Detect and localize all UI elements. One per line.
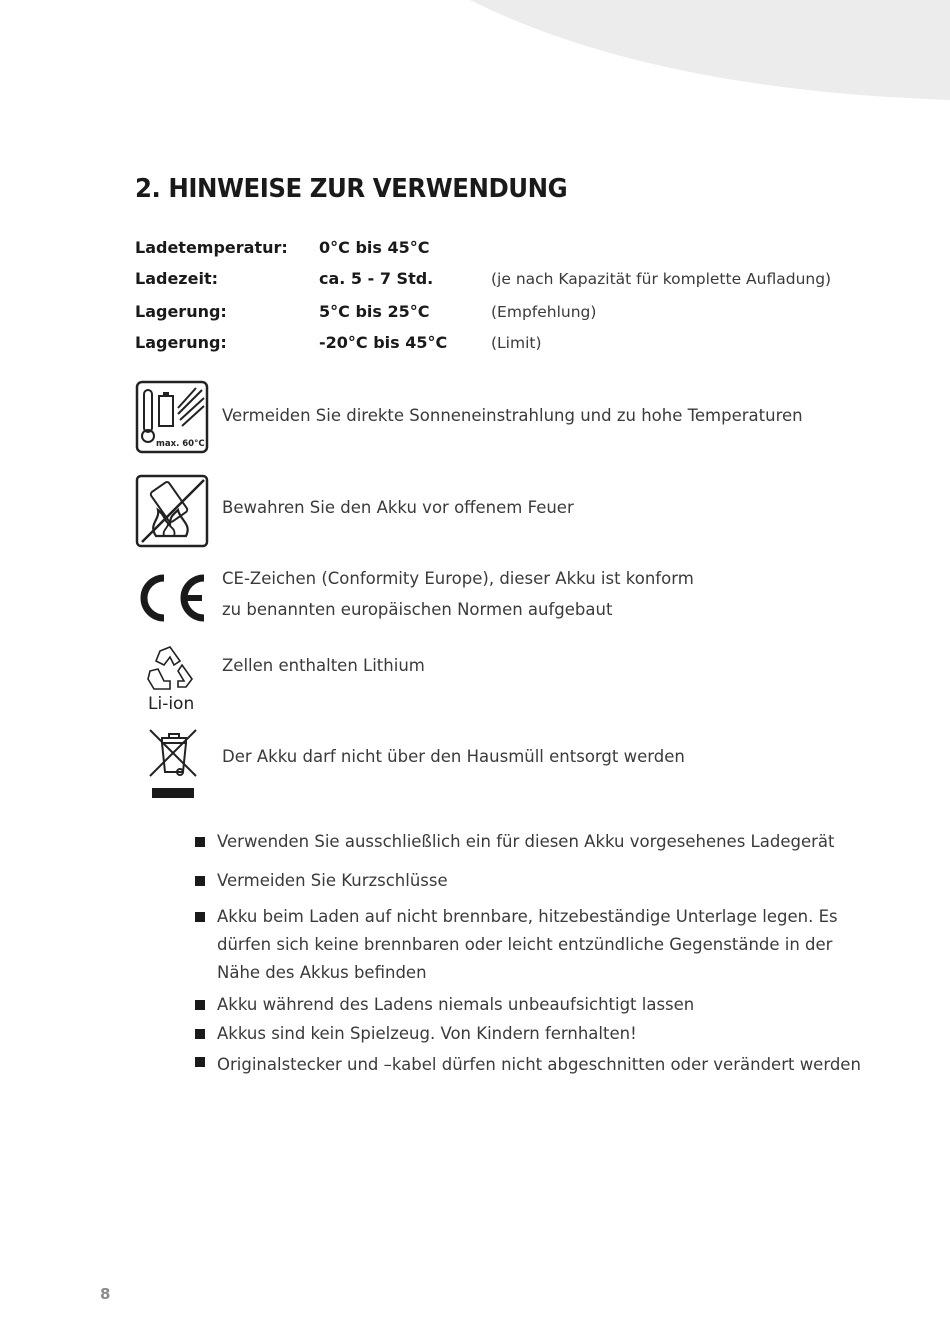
page-number: 8 [100,1285,111,1303]
crossed-bin-icon [146,728,202,804]
list-item-text: Originalstecker und –kabel dürfen nicht abgeschnitten oder verändert werden [217,1055,861,1074]
spec-note: (Empfehlung) [491,303,597,321]
spec-label: Ladetemperatur: [135,238,288,257]
list-item-text: Verwenden Sie ausschließlich ein für diesen Akku vorgesehenes Ladegerät [217,832,835,851]
sun-temperature-icon [134,380,214,456]
spec-value: -20°C bis 45°C [319,333,448,352]
page-title: 2. HINWEISE ZUR VERWENDUNG [135,174,568,204]
list-item-text: Akku während des Ladens niemals unbeaufsichtigt lassen [217,995,695,1014]
list-item-text: Akkus sind kein Spielzeug. Von Kindern fernhalten! [217,1024,637,1043]
spec-value: ca. 5 - 7 Std. [319,269,434,288]
decorative-corner-arc [0,0,950,140]
spec-label: Ladezeit: [135,269,218,288]
symbol-text-fire: Bewahren Sie den Akku vor offenem Feuer [222,498,574,517]
no-fire-icon [134,474,214,550]
liion-label: Li-ion [148,694,195,714]
bullet-square-icon [195,1000,205,1010]
spec-value: 5°C bis 25°C [319,302,430,321]
bullet-square-icon [195,1029,205,1039]
symbol-text-ce-line2: zu benannten europäischen Normen aufgebaut [222,600,613,619]
list-item-text: dürfen sich keine brennbaren oder leicht entzündliche Gegenstände in der [217,935,833,954]
spec-note: (je nach Kapazität für komplette Aufladung) [491,270,832,288]
spec-value: 0°C bis 45°C [319,238,430,257]
spec-label: Lagerung: [135,302,227,321]
ce-mark-icon [134,570,214,626]
symbol-text-ce-line1: CE-Zeichen (Conformity Europe), dieser Akku ist konform [222,569,694,588]
spec-label: Lagerung: [135,333,227,352]
bullet-square-icon [195,876,205,886]
bullet-square-icon [195,912,205,922]
spec-note: (Limit) [491,334,542,352]
list-item-text: Akku beim Laden auf nicht brennbare, hitzebeständige Unterlage legen. Es [217,907,838,926]
symbol-text-bin: Der Akku darf nicht über den Hausmüll entsorgt werden [222,747,685,766]
bullet-square-icon [195,1057,205,1067]
symbol-text-sun: Vermeiden Sie direkte Sonneneinstrahlung und zu hohe Temperaturen [222,406,803,425]
sun-icon-caption: max. 60°C [156,439,205,449]
list-item-text: Nähe des Akkus befinden [217,963,427,982]
recycle-icon [140,643,204,699]
bullet-square-icon [195,837,205,847]
list-item-text: Vermeiden Sie Kurzschlüsse [217,871,448,890]
symbol-text-liion: Zellen enthalten Lithium [222,656,425,675]
